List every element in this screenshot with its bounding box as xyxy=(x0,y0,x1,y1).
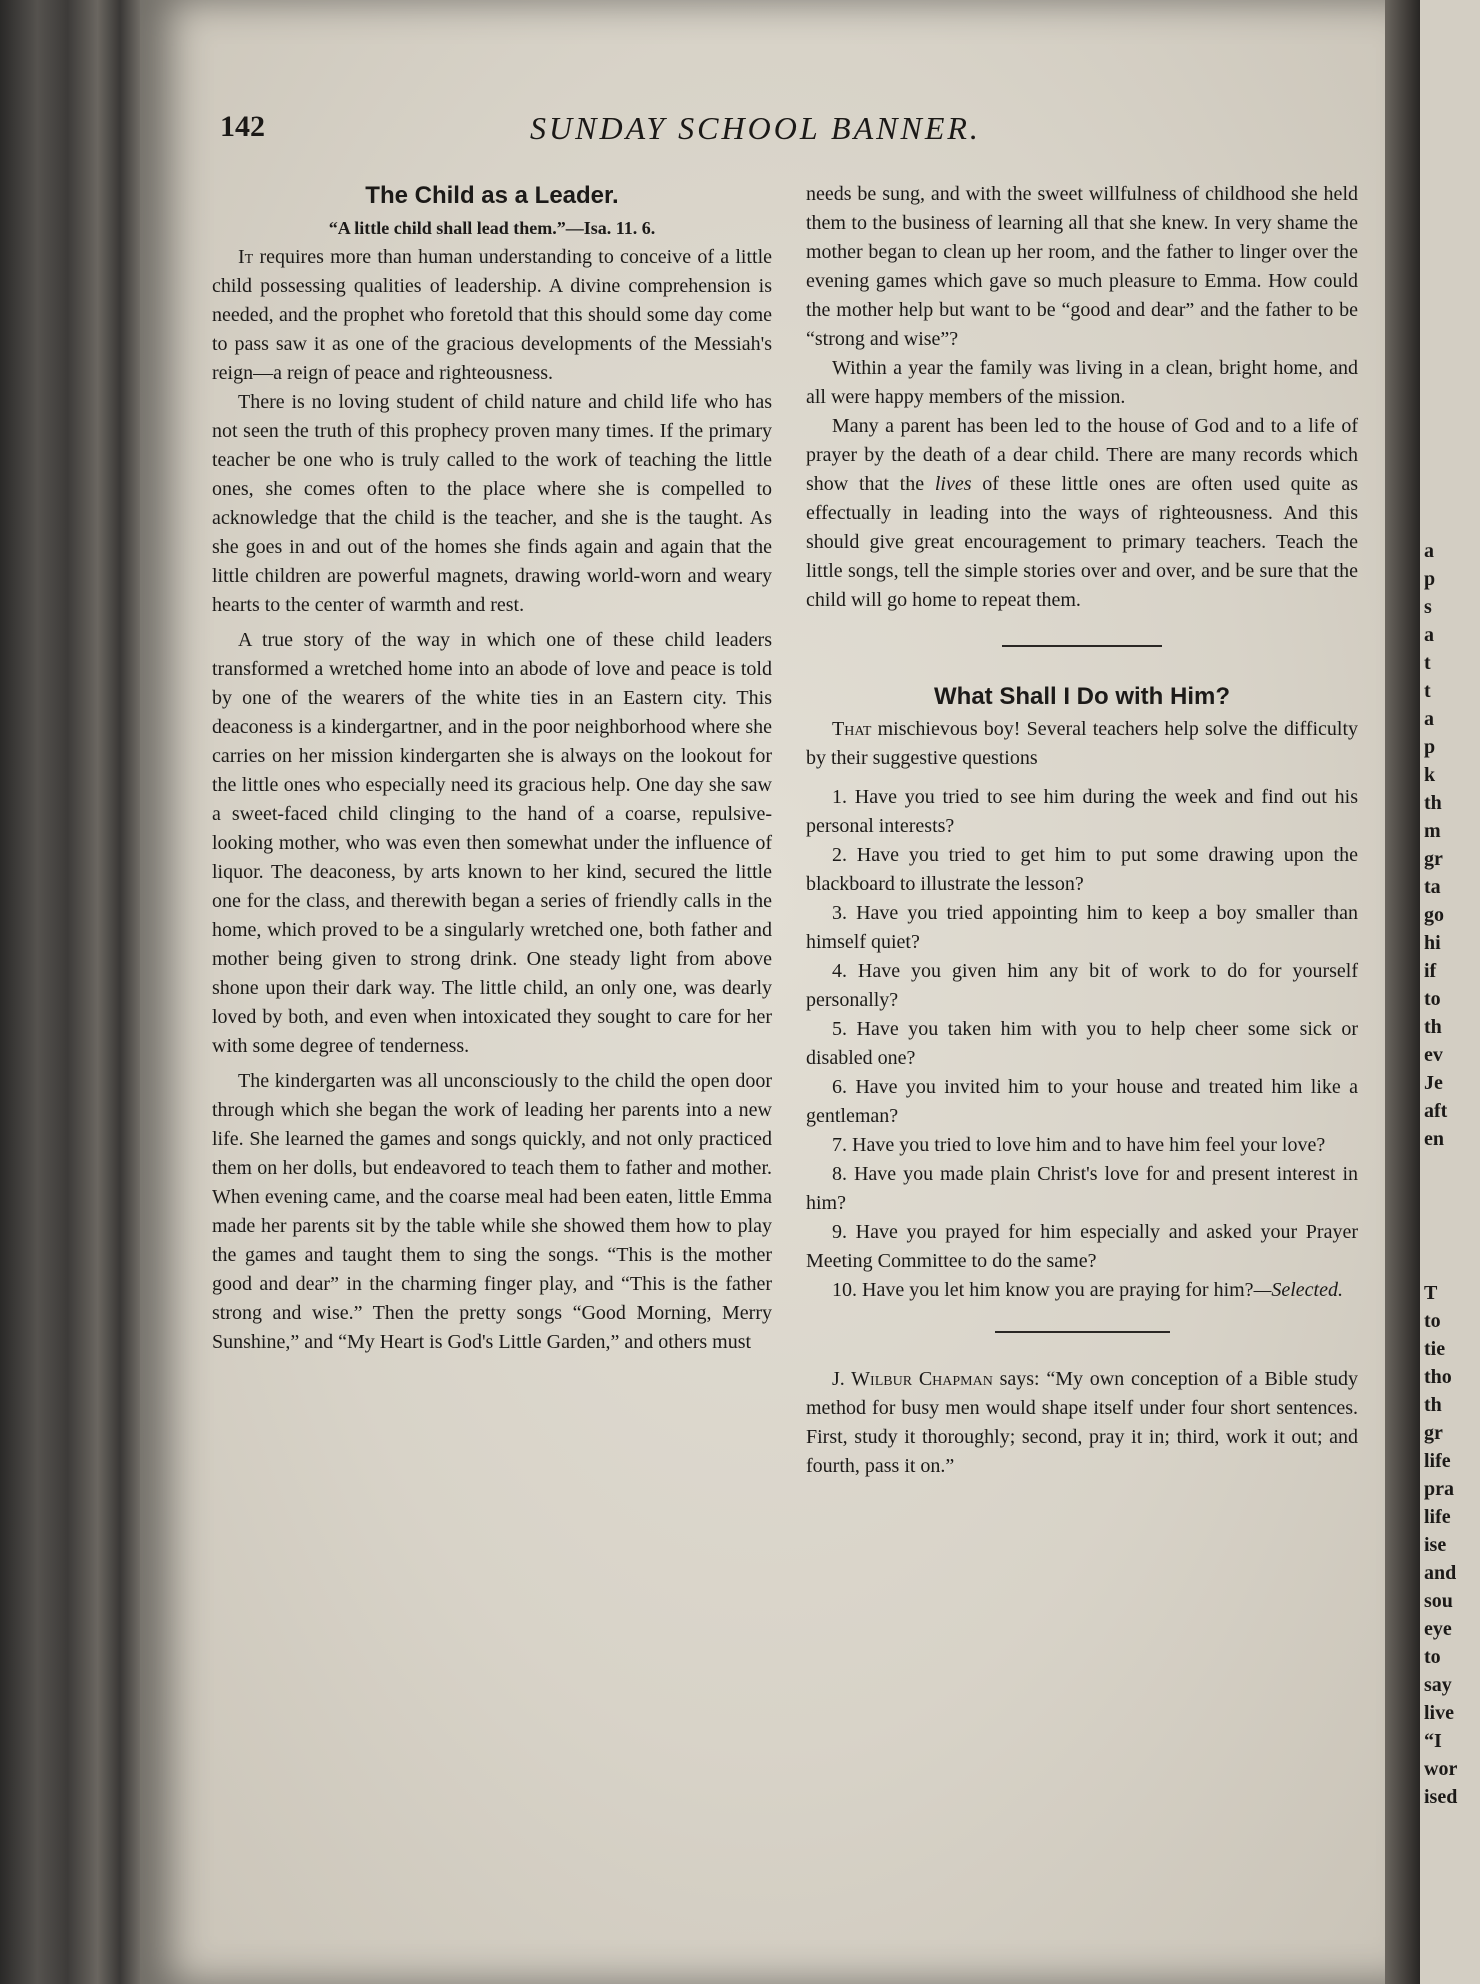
facing-page-fragment: s xyxy=(1424,596,1432,618)
facing-page-fragment: gr xyxy=(1424,1422,1443,1444)
left-column xyxy=(212,180,772,1357)
facing-page-fragment: t xyxy=(1424,652,1431,674)
page-number: 142 xyxy=(220,110,265,143)
facing-page-fragment: eye xyxy=(1424,1618,1452,1640)
article-title: What Shall I Do with Him? xyxy=(934,683,1230,710)
facing-page-edge xyxy=(1420,0,1480,1984)
facing-page-fragment: tho xyxy=(1424,1366,1452,1388)
paragraph-text: Many a parent has been led to the house of God and to a life of prayer by the death of a dear child. There are many records which show that the xyxy=(806,415,1358,495)
facing-page-fragment: wor xyxy=(1424,1758,1458,1780)
question-item: 1. Have you tried to see him during the week and find out his personal interests? xyxy=(806,786,1358,837)
section-divider xyxy=(995,1331,1170,1333)
journal-title: SUNDAY SCHOOL BANNER. xyxy=(530,110,981,146)
facing-page-fragment: ise xyxy=(1424,1534,1447,1556)
facing-page-fragment: a xyxy=(1424,540,1434,562)
lead-word: That xyxy=(832,718,872,740)
article-title: The Child as a Leader. xyxy=(365,182,619,209)
section-divider xyxy=(1002,645,1162,647)
question-item: 6. Have you invited him to your house and treated him like a gentleman? xyxy=(806,1076,1358,1127)
paragraph-continued: needs be sung, and with the sweet willfulness of childhood she held them to the business of learning all that she knew. In very shame the mother began to clean up her room, and the father to linger over the evening games which gave so much pleasure to Emma. How could the mother help but want to be “good and dear” and the father to be “strong and wise”? xyxy=(806,183,1358,350)
facing-page-fragment: and xyxy=(1424,1562,1457,1584)
lead-word: It xyxy=(238,246,254,268)
question-item: 8. Have you made plain Christ's love for and present interest in him? xyxy=(806,1163,1358,1214)
paragraph: The kindergarten was all unconsciously to the child the open door through which she began the work of leading her parents into a new life. She learned the games and songs quickly, and not only practiced them on her dolls, but endeavored to teach them to father and mother. When evening came, and the coarse meal had been eaten, little Emma made her parents sit by the table while she showed them how to play the games and taught them to sing the songs. “This is the mother good and dear” in the charming finger play, and “This is the father strong and wise.” Then the pretty songs “Good Morning, Merry Sunshine,” and “My Heart is God's Little Garden,” and others must xyxy=(212,1070,772,1353)
question-item: 7. Have you tried to love him and to have him feel your love? xyxy=(832,1134,1326,1156)
facing-page-fragment: to xyxy=(1424,988,1441,1010)
running-head xyxy=(220,110,1040,150)
facing-page-fragment: live xyxy=(1424,1702,1454,1724)
facing-page-fragment: ised xyxy=(1424,1786,1458,1808)
facing-page-fragment: Je xyxy=(1424,1072,1443,1094)
question-item: 5. Have you taken him with you to help cheer some sick or disabled one? xyxy=(806,1018,1358,1069)
facing-page-fragment: pra xyxy=(1424,1478,1454,1500)
source-credit: —Selected. xyxy=(1253,1279,1343,1301)
facing-page-fragment: say xyxy=(1424,1674,1452,1696)
facing-page-fragment: t xyxy=(1424,680,1431,702)
facing-page-fragment: p xyxy=(1424,736,1436,758)
question-list xyxy=(806,783,1358,1305)
facing-page-fragment: life xyxy=(1424,1450,1451,1472)
italic-word: lives xyxy=(934,473,972,495)
quote-text: says: “My own conception of a Bible study method for busy men would shape itself under four short sentences. First, study it thoroughly; second, pray it in; third, work it out; and fourth, pass it on.” xyxy=(806,1368,1358,1477)
paragraph: A true story of the way in which one of these child leaders transformed a wretched home into an abode of love and peace is told by one of the wearers of the white ties in an Eastern city. This deaconess is a kindergartner, and in the poor neighborhood where she carries on her mission kindergarten she is always on the lookout for the little ones who especially need its gracious help. One day she saw a sweet-faced child clinging to the hand of a coarse, repulsive-looking mother, who was even then somewhat under the influence of liquor. The deaconess, by arts known to her kind, secured the little one for the class, and therewith began a series of friendly calls in the home, which proved to be a singularly wretched one, both father and mother being given to strong drink. One steady light from above shone upon their dark way. The little child, an only one, was dearly loved by both, and even when intoxicated they sought to care for her with some degree of tenderness. xyxy=(212,629,772,1057)
quote-paragraph xyxy=(806,1365,1358,1481)
right-column xyxy=(806,180,1358,1481)
question-item: 2. Have you tried to get him to put some drawing upon the blackboard to illustrate the lesson? xyxy=(806,844,1358,895)
paragraph-text: mischievous boy! Several teachers help solve the difficulty by their suggestive questions xyxy=(806,718,1359,769)
paragraph: Within a year the family was living in a clean, bright home, and all were happy members of the mission. xyxy=(806,357,1358,408)
paragraph xyxy=(806,412,1358,615)
paragraph: There is no loving student of child nature and child life who has not seen the truth of this prophecy proven many times. If the primary teacher be one who is truly called to the work of teaching the little ones, she comes often to the place where she is compelled to acknowledge that the child is the teacher, and she is the taught. As she goes in and out of the homes she finds again and again that the little children are powerful magnets, drawing world-worn and weary hearts to the center of warmth and rest. xyxy=(212,391,772,616)
facing-page-fragment: th xyxy=(1424,1394,1442,1416)
facing-page-fragment: T xyxy=(1424,1282,1438,1304)
paragraph-text: requires more than human understanding to conceive of a little child possessing qualities of leadership. A divine comprehension is needed, and the prophet who foretold that this should some day come to pass saw it as one of the gracious developments of the Messiah's reign—a reign of peace and righteousness. xyxy=(212,246,772,384)
facing-page-fragment: en xyxy=(1424,1128,1444,1150)
book-binding-edge xyxy=(0,0,150,1984)
page-gutter-shadow xyxy=(1385,0,1425,1984)
facing-page-fragment: th xyxy=(1424,792,1442,814)
facing-page-fragment: th xyxy=(1424,1016,1442,1038)
quote-author: J. Wilbur Chapman xyxy=(832,1368,993,1390)
facing-page-fragment: aft xyxy=(1424,1100,1448,1122)
intro-paragraph xyxy=(806,715,1358,773)
facing-page-fragment: p xyxy=(1424,568,1436,590)
facing-page-fragment: k xyxy=(1424,764,1436,786)
facing-page-fragment: ta xyxy=(1424,876,1441,898)
paragraph xyxy=(212,243,772,388)
question-item: 3. Have you tried appointing him to keep a boy smaller than himself quiet? xyxy=(806,902,1358,953)
facing-page-fragment: gr xyxy=(1424,848,1443,870)
question-item: 4. Have you given him any bit of work to do for yourself personally? xyxy=(806,960,1358,1011)
facing-page-fragment: if xyxy=(1424,960,1437,982)
epigraph: “A little child shall lead them.”—Isa. 11. 6. xyxy=(328,218,656,238)
paragraph-text: of these little ones are often used quite as effectually in leading into the ways of righteousness. And this should give great encouragement to primary teachers. Teach the little songs, tell the simple stories over and over, and be sure that the child will go home to repeat them. xyxy=(806,473,1358,611)
facing-page-fragment: go xyxy=(1424,904,1444,926)
facing-page-fragment: ev xyxy=(1424,1044,1443,1066)
facing-page-fragment: sou xyxy=(1424,1590,1453,1612)
facing-page-fragment: m xyxy=(1424,820,1441,842)
facing-page-fragment: a xyxy=(1424,624,1434,646)
question-item: 9. Have you prayed for him especially and asked your Prayer Meeting Committee to do the same? xyxy=(806,1221,1358,1272)
question-item xyxy=(806,1276,1358,1305)
facing-page-fragment: a xyxy=(1424,708,1434,730)
facing-page-fragment: tie xyxy=(1424,1338,1446,1360)
facing-page-fragment: “I xyxy=(1424,1730,1442,1752)
facing-page-fragment: hi xyxy=(1424,932,1441,954)
facing-page-fragment: to xyxy=(1424,1310,1441,1332)
facing-page-fragment: life xyxy=(1424,1506,1451,1528)
facing-page-fragment: to xyxy=(1424,1646,1441,1668)
question-text: 10. Have you let him know you are praying for him? xyxy=(832,1279,1254,1301)
